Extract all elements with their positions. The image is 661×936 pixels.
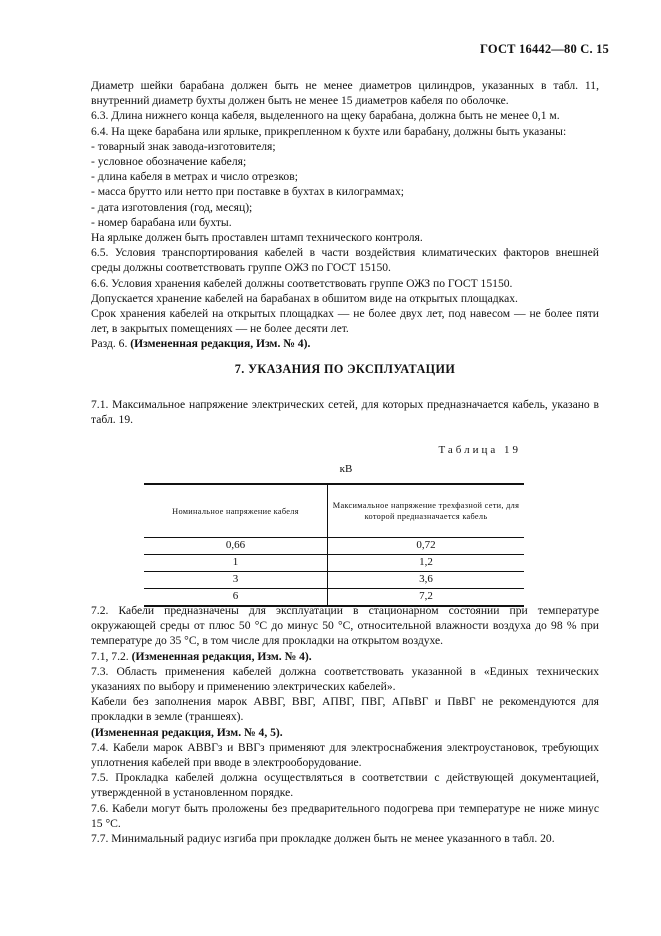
table-unit: кВ [339, 462, 353, 475]
section-6-text [91, 78, 599, 352]
paragraph-7-4: 7.4. Кабели марок АВВГз и ВВГз применяют для электроснабжения электроустановок, требующих уплотнения кабелей при вводе в электрооборудование. [91, 740, 599, 770]
table-cell: 0,66 [144, 538, 328, 555]
paragraph-6-4: 6.4. На щеке барабана или ярлыке, прикрепленном к бухте или барабану, должны быть указаны: [91, 124, 567, 138]
column-header: Номинальное напряжение кабеля [144, 484, 328, 538]
table-cell: 7,2 [328, 589, 525, 607]
list-item: - товарный знак завода-изготовителя; [91, 139, 276, 153]
list-item: - масса брутто или нетто при поставке в бухтах в килограммах; [91, 185, 404, 199]
page-header: ГОСТ 16442—80 С. 15 [480, 42, 609, 56]
paragraph-7-7: 7.7. Минимальный радиус изгиба при прокладке должен быть не менее указанного в табл. 20. [91, 832, 555, 846]
amendment-note [91, 649, 599, 664]
paragraph-7-1: 7.1. Максимальное напряжение электрических сетей, для которых предназначается кабель, указано в табл. 19. [91, 398, 599, 427]
paragraph-7-6: 7.6. Кабели могут быть проложены без предварительного подогрева при температуре не ниже минус 15 °С. [91, 801, 599, 830]
list-item: - условное обозначение кабеля; [91, 155, 247, 169]
paragraph: Диаметр шейки барабана должен быть не менее диаметров цилиндров, указанных в табл. 11, внутренний диаметр бухты должен быть не менее 15 диаметров кабеля по оболочке. [91, 79, 599, 108]
table-row [144, 572, 524, 589]
table-cell: 1 [144, 555, 328, 572]
section-7-text [91, 603, 599, 846]
paragraph-6-6: 6.6. Условия хранения кабелей должны соответствовать группе ОЖЗ по ГОСТ 15150. [91, 276, 513, 290]
amendment-bold: (Измененная редакция, Изм. № 4). [131, 649, 312, 663]
table-cell: 3 [144, 572, 328, 589]
column-header: Максимальное напряжение трехфазной сети, для которой предназначается кабель [328, 484, 525, 538]
table-cell: 0,72 [328, 538, 525, 555]
paragraph-7-5: 7.5. Прокладка кабелей должна осуществляться в соответствии с действующей документацией, утвержденной в установленном порядке. [91, 771, 599, 800]
table-cell: 6 [144, 589, 328, 607]
table-cell: 3,6 [328, 572, 525, 589]
table-cell: 1,2 [328, 555, 525, 572]
paragraph: Срок хранения кабелей на открытых площадках — не более двух лет, под навесом — не более пяти лет, в закрытых помещениях — не более десяти лет. [91, 307, 599, 336]
section-7 [91, 362, 599, 607]
amendment-note: (Измененная редакция, Изм. № 4, 5). [91, 725, 283, 739]
list-item: - дата изготовления (год, месяц); [91, 200, 253, 214]
paragraph: Допускается хранение кабелей на барабанах в обшитом виде на открытых площадках. [91, 291, 518, 305]
paragraph-7-2: 7.2. Кабели предназначены для эксплуатации в стационарном состоянии при температуре окружающей среды от плюс 50 °С до минус 50 °С, относительной влажности воздуха до 98 % при температуре до 35 °С, в том числе для прокладки на открытом воздухе. [91, 604, 599, 648]
table-caption: Таблица 19 [438, 443, 521, 456]
paragraph: На ярлыке должен быть проставлен штамп технического контроля. [91, 231, 423, 245]
amendment-prefix: Разд. 6. [91, 337, 128, 351]
amendment-prefix: 7.1, 7.2. [91, 649, 129, 663]
paragraph: Кабели без заполнения марок АВВГ, ВВГ, АПВГ, ПВГ, АПвВГ и ПвВГ не рекомендуются для прокладки в земле (траншеях). [91, 695, 599, 724]
table-19 [144, 483, 524, 607]
section-title: 7. УКАЗАНИЯ ПО ЭКСПЛУАТАЦИИ [234, 362, 456, 376]
paragraph-6-5: 6.5. Условия транспортирования кабелей в части воздействия климатических факторов внешней среды должны соответствовать группе ОЖЗ по ГОСТ 15150. [91, 246, 599, 275]
list-item: - номер барабана или бухты. [91, 215, 232, 229]
table-row [144, 555, 524, 572]
amendment-note [91, 336, 599, 351]
label-list [91, 139, 599, 230]
list-item: - длина кабеля в метрах и число отрезков; [91, 170, 298, 184]
paragraph-7-3: 7.3. Область применения кабелей должна соответствовать указанной в «Единых технических указаниях по выбору и применению электрических кабелей». [91, 664, 599, 694]
table-row [144, 538, 524, 555]
table-header-row [144, 484, 524, 538]
amendment-bold: (Измененная редакция, Изм. № 4). [130, 337, 311, 351]
paragraph-6-3: 6.3. Длина нижнего конца кабеля, выделенного на щеку барабана, должна быть не менее 0,1 м. [91, 109, 560, 123]
